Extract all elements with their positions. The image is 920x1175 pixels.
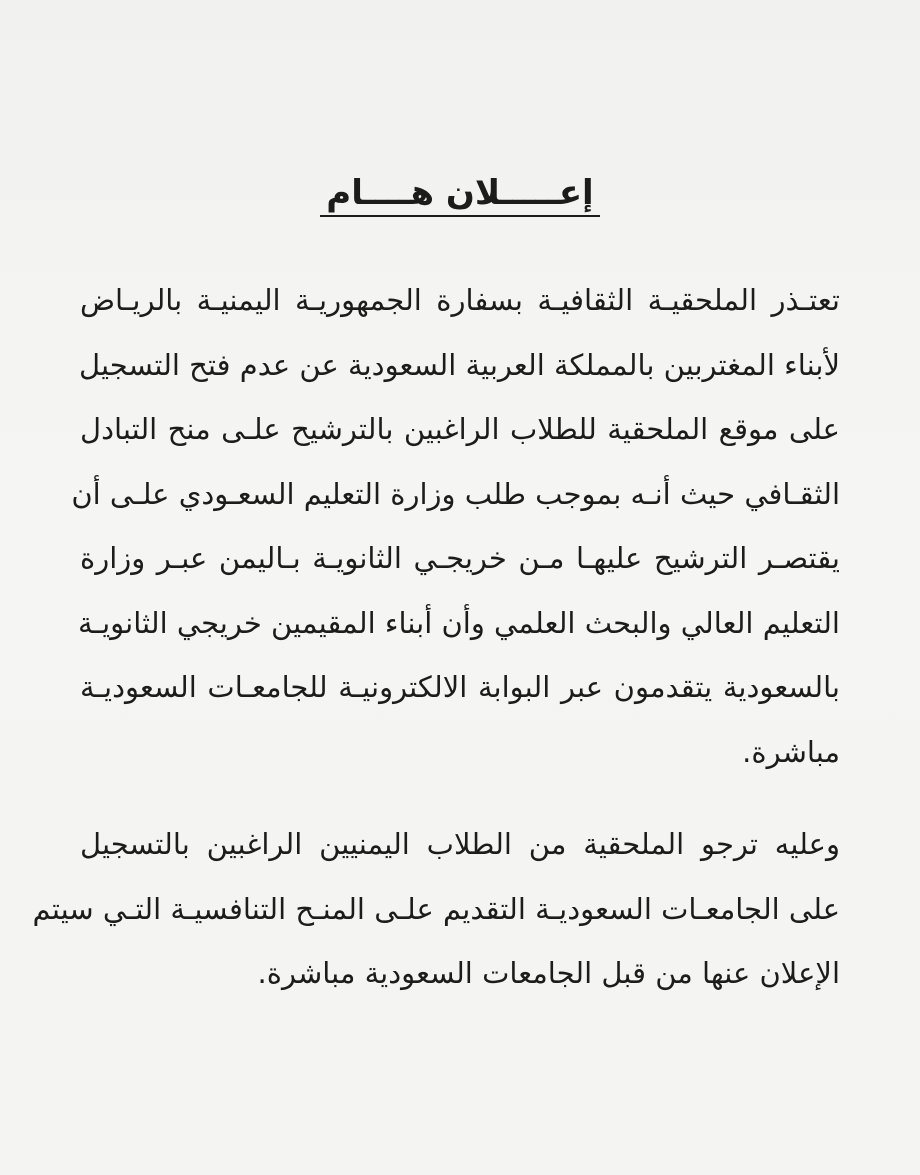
title-text: إعـــــلان هــــام [320, 173, 599, 217]
paragraph-line: بالسعودية يتقدمون عبر البوابة الالكترونيـة للجامعـات السعوديـة [80, 670, 840, 704]
paragraph-line: على الجامعـات السعوديـة التقديم علـى المنـح التنافسيـة التـي سيتم [32, 891, 840, 926]
paragraph-line: الثقـافي حيث أنـه بموجب طلب وزارة التعليم السعـودي علـى أن [71, 476, 840, 511]
paragraph-line: تعتـذر الملحقيـة الثقافيـة بسفارة الجمهوريـة اليمنيـة بالريـاض [80, 283, 840, 317]
paragraph-line: لأبناء المغتربين بالمملكة العربية السعودية عن عدم فتح التسجيل [79, 347, 840, 382]
announcement-title [0, 168, 920, 218]
paragraph-line: التعليم العالي والبحث العلمي وأن أبناء المقيمين خريجي الثانويـة [78, 605, 840, 640]
paragraph-line: وعليه ترجو الملحقية من الطلاب اليمنيين الراغبين بالتسجيل [80, 827, 840, 861]
paragraph-line: الإعلان عنها من قبل الجامعات السعودية مباشرة. [257, 956, 840, 990]
paragraph-2 [32, 812, 840, 1006]
paragraph-line: مباشرة. [742, 734, 840, 769]
paragraph-1 [71, 268, 840, 784]
paragraph-line: يقتصـر الترشيح عليهـا مـن خريجـي الثانويـة بـاليمن عبـر وزارة [80, 541, 840, 575]
paragraph-line: على موقع الملحقية للطلاب الراغبين بالترشيح علـى منح التبادل [80, 412, 840, 446]
